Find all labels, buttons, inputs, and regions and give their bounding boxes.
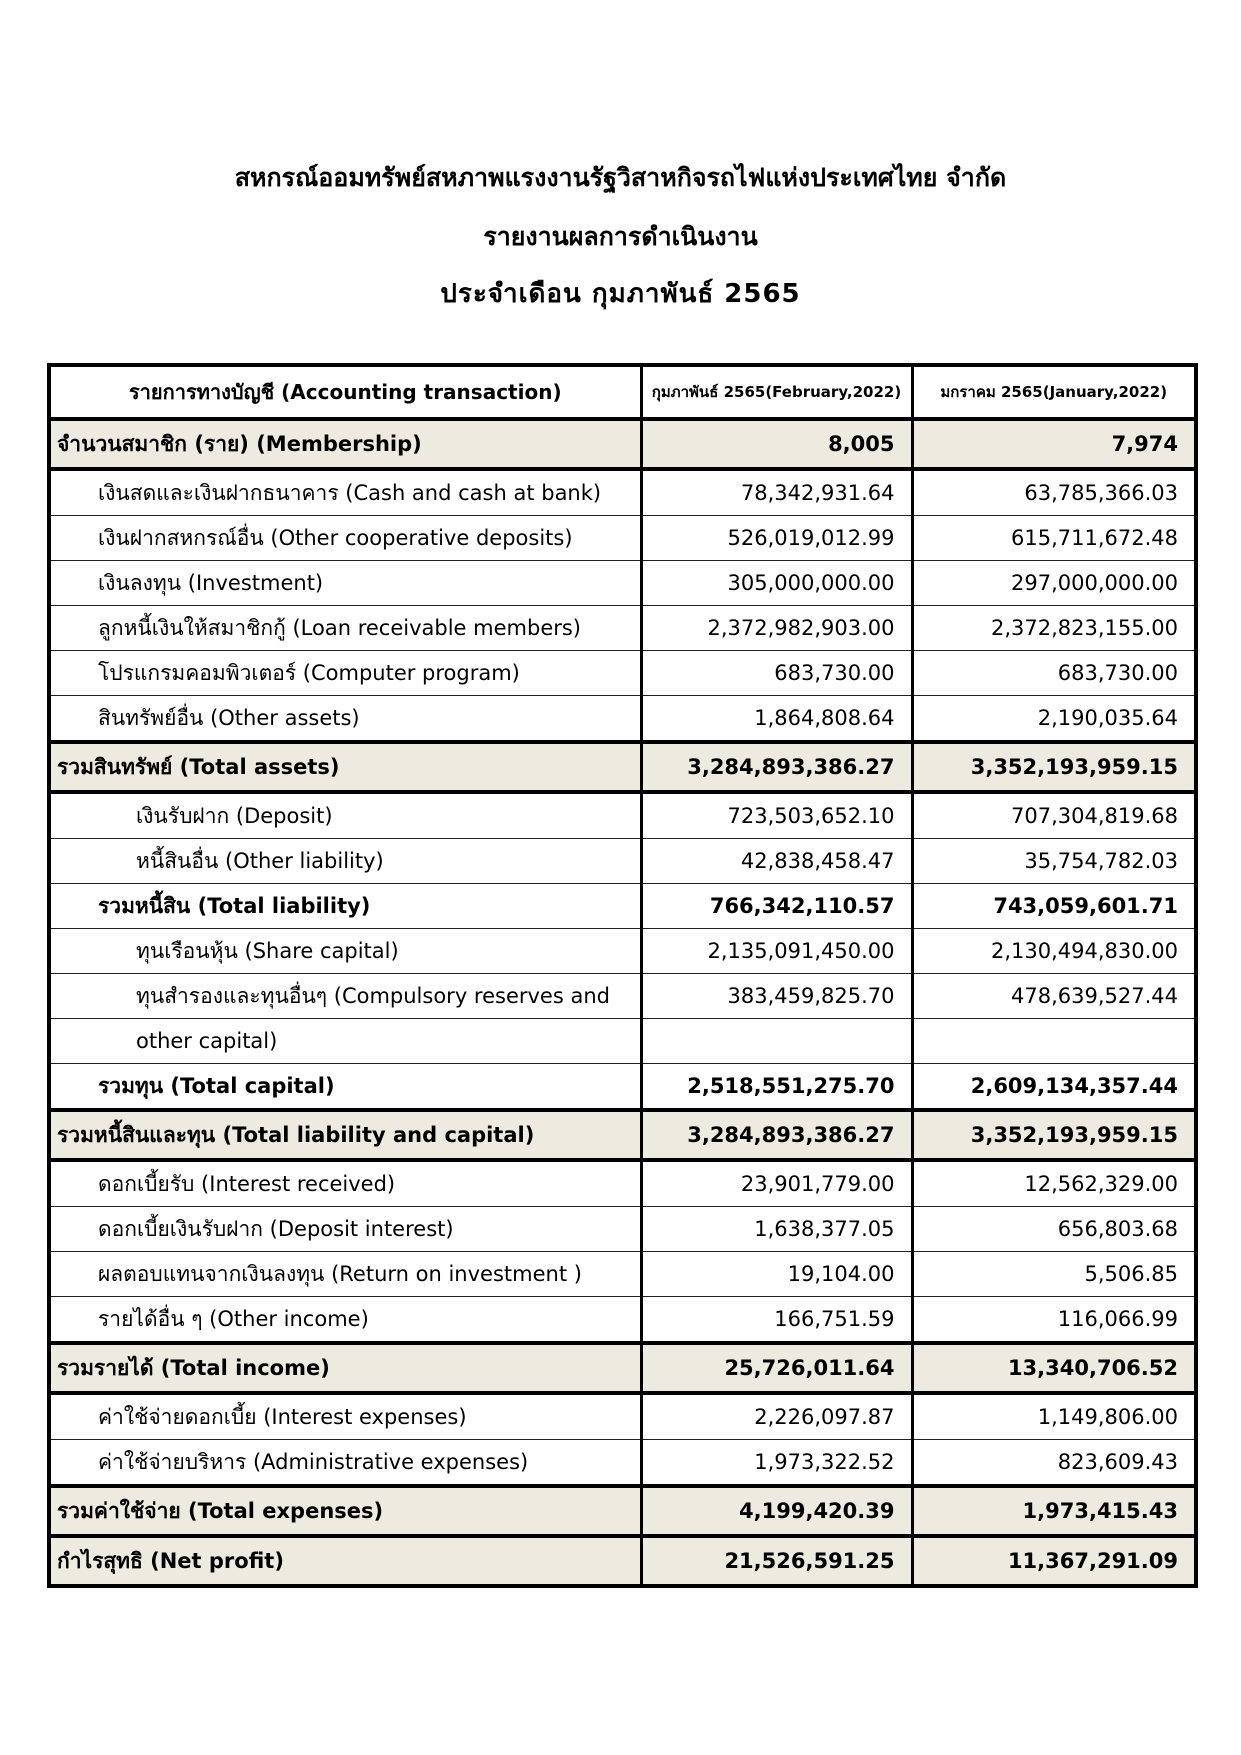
table-row	[49, 839, 1196, 884]
row-value-jan: 823,609.43	[912, 1440, 1196, 1487]
table-row	[49, 1440, 1196, 1487]
row-value-jan	[912, 1019, 1196, 1064]
table-row	[49, 1252, 1196, 1297]
row-value-feb: 1,864,808.64	[641, 696, 912, 743]
table-row	[49, 929, 1196, 974]
row-value-jan: 297,000,000.00	[912, 561, 1196, 606]
row-label: รวมรายได้ (Total income)	[49, 1343, 641, 1393]
report-title: รายงานผลการดำเนินงาน	[483, 222, 758, 251]
row-value-jan: 707,304,819.68	[912, 792, 1196, 839]
header-february-2022: กุมภาพันธ์ 2565(February,2022)	[641, 365, 912, 419]
row-value-feb: 1,638,377.05	[641, 1207, 912, 1252]
row-label: เงินรับฝาก (Deposit)	[49, 792, 641, 839]
table-row	[49, 469, 1196, 516]
table-row	[49, 1064, 1196, 1111]
row-value-feb: 2,226,097.87	[641, 1393, 912, 1440]
row-label: ทุนสำรองและทุนอื่นๆ (Compulsory reserves and	[49, 974, 641, 1019]
header-accounting-transaction: รายการทางบัญชี (Accounting transaction)	[49, 365, 641, 419]
row-value-jan: 35,754,782.03	[912, 839, 1196, 884]
table-row	[49, 792, 1196, 839]
row-value-feb: 42,838,458.47	[641, 839, 912, 884]
row-label: ทุนเรือนหุ้น (Share capital)	[49, 929, 641, 974]
row-value-feb: 8,005	[641, 419, 912, 469]
row-value-jan: 2,130,494,830.00	[912, 929, 1196, 974]
row-label: ค่าใช้จ่ายดอกเบี้ย (Interest expenses)	[49, 1393, 641, 1440]
row-label: โปรแกรมคอมพิวเตอร์ (Computer program)	[49, 651, 641, 696]
row-label: ค่าใช้จ่ายบริหาร (Administrative expenses)	[49, 1440, 641, 1487]
row-label: จำนวนสมาชิก (ราย) (Membership)	[49, 419, 641, 469]
table-row	[49, 561, 1196, 606]
row-value-jan: 3,352,193,959.15	[912, 742, 1196, 792]
table-row	[49, 1297, 1196, 1344]
row-value-feb: 3,284,893,386.27	[641, 1110, 912, 1160]
row-value-jan: 478,639,527.44	[912, 974, 1196, 1019]
row-value-jan: 2,609,134,357.44	[912, 1064, 1196, 1111]
table-row	[49, 696, 1196, 743]
header-january-2022: มกราคม 2565(January,2022)	[912, 365, 1196, 419]
row-value-jan: 13,340,706.52	[912, 1343, 1196, 1393]
row-label: เงินฝากสหกรณ์อื่น (Other cooperative deposits)	[49, 516, 641, 561]
row-value-feb	[641, 1019, 912, 1064]
table-row	[49, 974, 1196, 1019]
row-value-feb: 383,459,825.70	[641, 974, 912, 1019]
row-label: สินทรัพย์อื่น (Other assets)	[49, 696, 641, 743]
table-row	[49, 1019, 1196, 1064]
table-row	[49, 742, 1196, 792]
row-label: รวมหนี้สิน (Total liability)	[49, 884, 641, 929]
row-label: เงินสดและเงินฝากธนาคาร (Cash and cash at bank)	[49, 469, 641, 516]
row-label: ดอกเบี้ยรับ (Interest received)	[49, 1160, 641, 1207]
table-row	[49, 1536, 1196, 1586]
row-value-feb: 766,342,110.57	[641, 884, 912, 929]
row-value-feb: 78,342,931.64	[641, 469, 912, 516]
row-label: ผลตอบแทนจากเงินลงทุน (Return on investment )	[49, 1252, 641, 1297]
row-value-jan: 63,785,366.03	[912, 469, 1196, 516]
row-value-jan: 683,730.00	[912, 651, 1196, 696]
row-value-feb: 723,503,652.10	[641, 792, 912, 839]
row-label: รวมสินทรัพย์ (Total assets)	[49, 742, 641, 792]
row-label: รวมหนี้สินและทุน (Total liability and capital)	[49, 1110, 641, 1160]
row-value-feb: 3,284,893,386.27	[641, 742, 912, 792]
row-value-jan: 3,352,193,959.15	[912, 1110, 1196, 1160]
row-value-jan: 615,711,672.48	[912, 516, 1196, 561]
table-row	[49, 1343, 1196, 1393]
row-label: รวมทุน (Total capital)	[49, 1064, 641, 1111]
row-value-feb: 25,726,011.64	[641, 1343, 912, 1393]
row-value-jan: 5,506.85	[912, 1252, 1196, 1297]
row-value-feb: 19,104.00	[641, 1252, 912, 1297]
table-row	[49, 884, 1196, 929]
table-row	[49, 1486, 1196, 1536]
table-row	[49, 1110, 1196, 1160]
table-row	[49, 1393, 1196, 1440]
row-value-jan: 116,066.99	[912, 1297, 1196, 1344]
row-label: หนี้สินอื่น (Other liability)	[49, 839, 641, 884]
report-period: ประจำเดือน กุมภาพันธ์ 2565	[440, 279, 801, 309]
report-org-name: สหกรณ์ออมทรัพย์สหภาพแรงงานรัฐวิสาหกิจรถไฟแห่งประเทศไทย จำกัด	[234, 163, 1007, 192]
table-row	[49, 1207, 1196, 1252]
table-row	[49, 606, 1196, 651]
row-value-jan: 656,803.68	[912, 1207, 1196, 1252]
row-value-feb: 526,019,012.99	[641, 516, 912, 561]
row-value-jan: 7,974	[912, 419, 1196, 469]
row-value-feb: 2,518,551,275.70	[641, 1064, 912, 1111]
row-label: ดอกเบี้ยเงินรับฝาก (Deposit interest)	[49, 1207, 641, 1252]
row-label: รายได้อื่น ๆ (Other income)	[49, 1297, 641, 1344]
row-value-feb: 1,973,322.52	[641, 1440, 912, 1487]
row-value-feb: 2,372,982,903.00	[641, 606, 912, 651]
row-value-feb: 166,751.59	[641, 1297, 912, 1344]
row-label: รวมค่าใช้จ่าย (Total expenses)	[49, 1486, 641, 1536]
row-value-jan: 11,367,291.09	[912, 1536, 1196, 1586]
financial-report-table	[47, 363, 1198, 1588]
table-row	[49, 516, 1196, 561]
row-value-jan: 2,372,823,155.00	[912, 606, 1196, 651]
row-value-jan: 1,149,806.00	[912, 1393, 1196, 1440]
row-label: กำไรสุทธิ (Net profit)	[49, 1536, 641, 1586]
table-row	[49, 1160, 1196, 1207]
table-header-row	[49, 365, 1196, 419]
row-label: ลูกหนี้เงินให้สมาชิกกู้ (Loan receivable members)	[49, 606, 641, 651]
table-row	[49, 651, 1196, 696]
row-label: other capital)	[49, 1019, 641, 1064]
row-value-jan: 2,190,035.64	[912, 696, 1196, 743]
row-value-jan: 1,973,415.43	[912, 1486, 1196, 1536]
row-value-jan: 743,059,601.71	[912, 884, 1196, 929]
row-value-jan: 12,562,329.00	[912, 1160, 1196, 1207]
table-row	[49, 419, 1196, 469]
row-value-feb: 2,135,091,450.00	[641, 929, 912, 974]
row-label: เงินลงทุน (Investment)	[49, 561, 641, 606]
row-value-feb: 305,000,000.00	[641, 561, 912, 606]
row-value-feb: 21,526,591.25	[641, 1536, 912, 1586]
row-value-feb: 683,730.00	[641, 651, 912, 696]
row-value-feb: 4,199,420.39	[641, 1486, 912, 1536]
row-value-feb: 23,901,779.00	[641, 1160, 912, 1207]
